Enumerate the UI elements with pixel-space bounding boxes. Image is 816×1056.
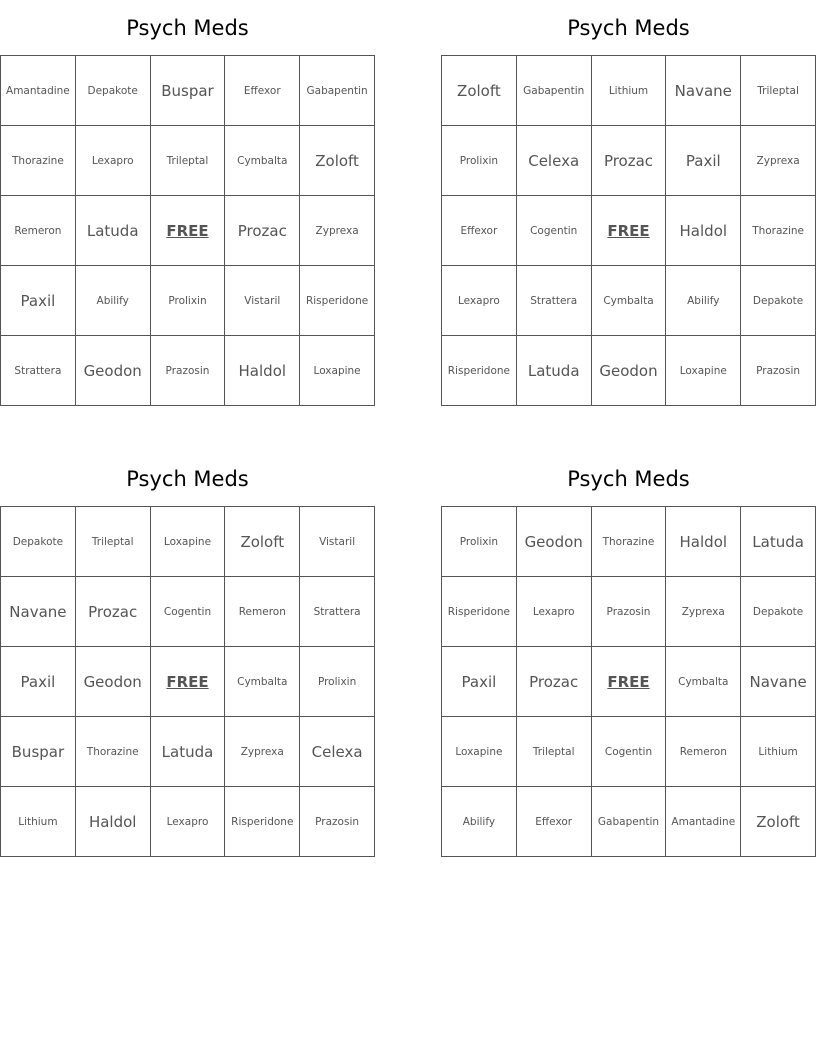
bingo-cell: Latuda [741,507,816,577]
bingo-cell: Strattera [1,336,76,406]
bingo-grid [441,55,816,406]
bingo-cell: Geodon [592,336,667,406]
bingo-cell: Cogentin [151,577,226,647]
bingo-cell: Abilify [442,787,517,857]
bingo-cell: Effexor [442,196,517,266]
bingo-cell: Risperidone [300,266,375,336]
bingo-cell: Cymbalta [592,266,667,336]
bingo-cell: Amantadine [666,787,741,857]
bingo-cell: Prazosin [151,336,226,406]
bingo-cell: Remeron [1,196,76,266]
bingo-cell: Paxil [1,266,76,336]
bingo-cell: Zyprexa [225,717,300,787]
bingo-cell: Lexapro [517,577,592,647]
card-title: Psych Meds [567,16,690,40]
bingo-cell: Prazosin [592,577,667,647]
bingo-cell: Trileptal [151,126,226,196]
bingo-cell: Cymbalta [225,126,300,196]
free-space-cell: FREE [151,196,226,266]
bingo-cell: Amantadine [1,56,76,126]
bingo-cell: Zyprexa [741,126,816,196]
bingo-cell: Prazosin [741,336,816,406]
bingo-cell: Geodon [76,336,151,406]
bingo-cell: Thorazine [76,717,151,787]
bingo-cell: Loxapine [442,717,517,787]
bingo-cell: Vistaril [225,266,300,336]
bingo-cell: Paxil [1,647,76,717]
free-space-cell: FREE [151,647,226,717]
bingo-grid [441,506,816,857]
bingo-grid [0,55,375,406]
bingo-cell: Haldol [225,336,300,406]
bingo-cell: Depakote [76,56,151,126]
bingo-cell: Haldol [76,787,151,857]
bingo-cell: Prozac [517,647,592,717]
bingo-cell: Trileptal [741,56,816,126]
bingo-cell: Thorazine [592,507,667,577]
bingo-cell: Remeron [666,717,741,787]
bingo-cell: Celexa [300,717,375,787]
bingo-cell: Gabapentin [517,56,592,126]
bingo-cell: Depakote [741,266,816,336]
bingo-cell: Gabapentin [300,56,375,126]
bingo-cell: Risperidone [225,787,300,857]
bingo-cell: Lexapro [76,126,151,196]
bingo-cell: Zoloft [300,126,375,196]
bingo-cell: Zyprexa [300,196,375,266]
bingo-cell: Prozac [225,196,300,266]
bingo-cell: Geodon [76,647,151,717]
bingo-cell: Vistaril [300,507,375,577]
bingo-cell: Trileptal [76,507,151,577]
bingo-grid [0,506,375,857]
bingo-cell: Cogentin [517,196,592,266]
card-title: Psych Meds [126,467,249,491]
bingo-cell: Trileptal [517,717,592,787]
bingo-cell: Risperidone [442,336,517,406]
bingo-cell: Strattera [300,577,375,647]
bingo-cell: Lexapro [151,787,226,857]
bingo-cell: Paxil [442,647,517,717]
bingo-cell: Strattera [517,266,592,336]
bingo-cell: Cymbalta [225,647,300,717]
bingo-cell: Zoloft [741,787,816,857]
card-title: Psych Meds [126,16,249,40]
bingo-cell: Buspar [1,717,76,787]
bingo-cell: Geodon [517,507,592,577]
bingo-cell: Prazosin [300,787,375,857]
bingo-cell: Prolixin [442,507,517,577]
bingo-cell: Risperidone [442,577,517,647]
bingo-cell: Depakote [741,577,816,647]
bingo-cell: Zyprexa [666,577,741,647]
bingo-cell: Prolixin [300,647,375,717]
bingo-cell: Lithium [1,787,76,857]
bingo-cell: Navane [666,56,741,126]
bingo-cell: Zoloft [442,56,517,126]
bingo-cell: Buspar [151,56,226,126]
bingo-cell: Gabapentin [592,787,667,857]
bingo-cell: Navane [1,577,76,647]
bingo-cell: Haldol [666,507,741,577]
bingo-cell: Effexor [517,787,592,857]
bingo-cell: Remeron [225,577,300,647]
bingo-cell: Latuda [76,196,151,266]
free-space-cell: FREE [592,196,667,266]
bingo-cell: Haldol [666,196,741,266]
bingo-cell: Zoloft [225,507,300,577]
bingo-cell: Prolixin [442,126,517,196]
bingo-cell: Thorazine [741,196,816,266]
bingo-cell: Prolixin [151,266,226,336]
bingo-cell: Prozac [76,577,151,647]
bingo-cell: Lexapro [442,266,517,336]
bingo-cell: Latuda [151,717,226,787]
bingo-cell: Thorazine [1,126,76,196]
bingo-cell: Paxil [666,126,741,196]
bingo-cell: Latuda [517,336,592,406]
bingo-cell: Loxapine [666,336,741,406]
bingo-cell: Navane [741,647,816,717]
bingo-cell: Lithium [741,717,816,787]
card-title: Psych Meds [567,467,690,491]
bingo-cell: Celexa [517,126,592,196]
bingo-cell: Loxapine [300,336,375,406]
bingo-cell: Cymbalta [666,647,741,717]
bingo-cell: Lithium [592,56,667,126]
bingo-cell: Abilify [666,266,741,336]
bingo-cell: Effexor [225,56,300,126]
bingo-cell: Abilify [76,266,151,336]
bingo-cell: Depakote [1,507,76,577]
bingo-cell: Prozac [592,126,667,196]
bingo-cell: Cogentin [592,717,667,787]
free-space-cell: FREE [592,647,667,717]
bingo-cell: Loxapine [151,507,226,577]
